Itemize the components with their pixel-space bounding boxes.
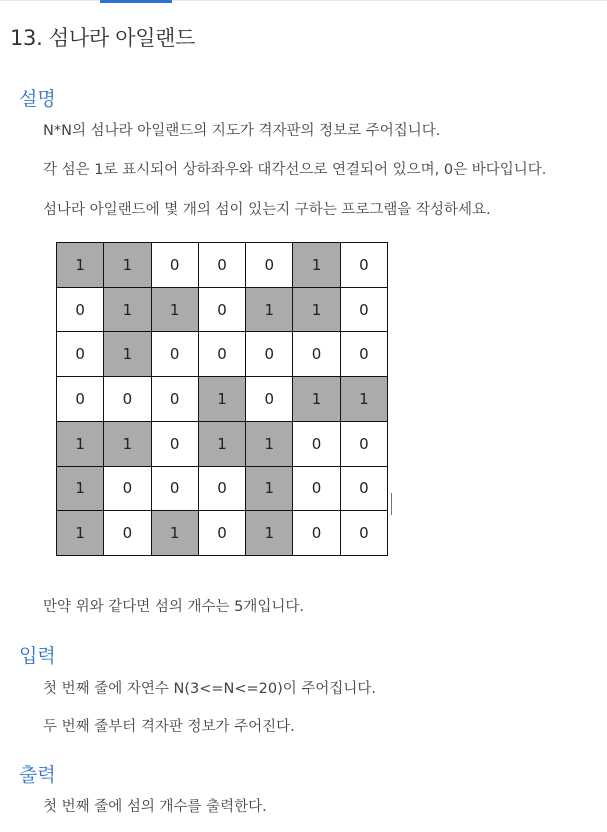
page-title: 13. 섬나라 아일랜드 — [10, 26, 196, 50]
grid-cell: 1 — [293, 377, 340, 422]
grid-cell: 0 — [152, 377, 199, 422]
description-heading: 설명 — [19, 88, 56, 110]
grid-cell: 1 — [246, 467, 293, 512]
grid-cell: 0 — [199, 288, 246, 333]
grid-cell: 0 — [293, 511, 340, 556]
grid-cell: 1 — [293, 288, 340, 333]
grid-cell: 1 — [152, 511, 199, 556]
grid-cell: 1 — [57, 243, 104, 288]
grid-cell: 0 — [152, 332, 199, 377]
grid-cell: 1 — [246, 511, 293, 556]
grid-cell: 1 — [57, 467, 104, 512]
grid-cell: 0 — [199, 467, 246, 512]
grid-cell: 1 — [199, 422, 246, 467]
grid-cell: 0 — [104, 377, 151, 422]
grid-cell: 0 — [341, 332, 388, 377]
grid-cell: 1 — [246, 288, 293, 333]
top-divider — [0, 0, 607, 1]
grid-cell: 0 — [199, 243, 246, 288]
text-cursor — [391, 493, 392, 515]
grid-cell: 1 — [104, 422, 151, 467]
grid-cell: 0 — [199, 511, 246, 556]
input-paragraph: 첫 번째 줄에 자연수 N(3<=N<=20)이 주어집니다. — [43, 681, 377, 697]
grid-cell: 1 — [341, 377, 388, 422]
grid-cell: 1 — [57, 511, 104, 556]
grid-cell: 0 — [104, 467, 151, 512]
grid-cell: 0 — [57, 377, 104, 422]
grid-cell: 0 — [199, 332, 246, 377]
grid-cell: 0 — [293, 467, 340, 512]
grid-cell: 0 — [57, 288, 104, 333]
grid-cell: 0 — [104, 511, 151, 556]
grid-cell: 1 — [104, 332, 151, 377]
output-paragraph: 첫 번째 줄에 섬의 개수를 출력한다. — [43, 799, 267, 815]
result-text: 만약 위와 같다면 섬의 개수는 5개입니다. — [43, 599, 304, 615]
input-heading: 입력 — [19, 645, 56, 667]
grid-cell: 1 — [104, 243, 151, 288]
grid-cell: 0 — [341, 511, 388, 556]
island-grid — [56, 242, 388, 556]
grid-cell: 1 — [199, 377, 246, 422]
active-tab-indicator — [100, 0, 172, 3]
grid-cell: 0 — [246, 243, 293, 288]
grid-cell: 1 — [293, 243, 340, 288]
description-paragraph: 각 섬은 1로 표시되어 상하좌우와 대각선으로 연결되어 있으며, 0은 바다입니다. — [43, 162, 547, 178]
grid-cell: 1 — [57, 422, 104, 467]
description-paragraph: N*N의 섬나라 아일랜드의 지도가 격자판의 정보로 주어집니다. — [43, 123, 441, 139]
grid-cell: 0 — [57, 332, 104, 377]
grid-cell: 0 — [152, 467, 199, 512]
grid-cell: 0 — [293, 422, 340, 467]
grid-cell: 0 — [246, 332, 293, 377]
grid-cell: 0 — [341, 422, 388, 467]
grid-cell: 1 — [152, 288, 199, 333]
input-paragraph: 두 번째 줄부터 격자판 정보가 주어진다. — [43, 719, 295, 735]
grid-cell: 0 — [341, 467, 388, 512]
grid-cell: 0 — [341, 243, 388, 288]
grid-cell: 1 — [246, 422, 293, 467]
description-paragraph: 섬나라 아일랜드에 몇 개의 섬이 있는지 구하는 프로그램을 작성하세요. — [43, 202, 491, 218]
output-heading: 출력 — [19, 764, 56, 786]
grid-cell: 0 — [293, 332, 340, 377]
grid-cell: 0 — [152, 243, 199, 288]
grid-cell: 1 — [104, 288, 151, 333]
grid-cell: 0 — [341, 288, 388, 333]
grid-cell: 0 — [152, 422, 199, 467]
grid-cell: 0 — [246, 377, 293, 422]
